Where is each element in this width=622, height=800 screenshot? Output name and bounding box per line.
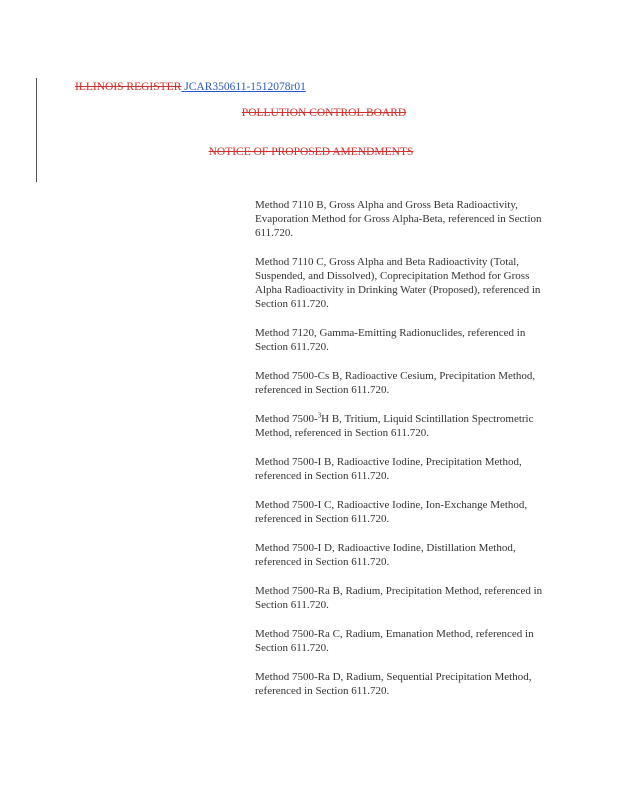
isotope-superscript: 3 — [317, 411, 322, 420]
method-item: Method 7500-Ra D, Radium, Sequential Precipitation Method, referenced in Section 611.720. — [255, 671, 532, 697]
method-text-prefix: Method 7500- — [255, 413, 318, 425]
notice-heading: NOTICE OF PROPOSED AMENDMENTS — [208, 146, 414, 158]
method-item: Method 7110 C, Gross Alpha and Beta Radioactivity (Total, Suspended, and Dissolved), Coprecipitation Method for Gross Alpha Radioactivity in Drinking Water (Proposed), referenced in Section 611.720. — [255, 256, 541, 310]
method-item: Method 7500-I B, Radioactive Iodine, Precipitation Method, referenced in Section 611.720. — [255, 456, 522, 482]
method-item: Method 7500-I C, Radioactive Iodine, Ion-Exchange Method, referenced in Section 611.720. — [255, 499, 528, 525]
method-text-suffix: H B, Tritium, Liquid Scintillation Spectrometric Method, referenced in Section 611.720. — [255, 413, 534, 439]
register-id-inserted[interactable]: JCAR350611-1512078r01 — [184, 81, 306, 93]
method-list — [255, 198, 550, 713]
method-item: Method 7500-Cs B, Radioactive Cesium, Precipitation Method, referenced in Section 611.720. — [255, 370, 536, 396]
register-title-deleted: ILLINOIS REGISTER — [75, 81, 182, 93]
board-heading: POLLUTION CONTROL BOARD — [241, 107, 407, 119]
method-item: Method 7120, Gamma-Emitting Radionuclides, referenced in Section 611.720. — [255, 327, 526, 353]
revision-change-bar — [36, 78, 37, 182]
register-header — [75, 81, 306, 93]
method-item: Method 7500-Ra B, Radium, Precipitation Method, referenced in Section 611.720. — [255, 585, 543, 611]
method-item: Method 7110 B, Gross Alpha and Gross Beta Radioactivity, Evaporation Method for Gross Alpha-Beta, referenced in Section 611.720. — [255, 199, 542, 239]
method-item: Method 7500-Ra C, Radium, Emanation Method, referenced in Section 611.720. — [255, 628, 534, 654]
method-item-tritium — [255, 412, 550, 440]
method-item: Method 7500-I D, Radioactive Iodine, Distillation Method, referenced in Section 611.720. — [255, 542, 516, 568]
